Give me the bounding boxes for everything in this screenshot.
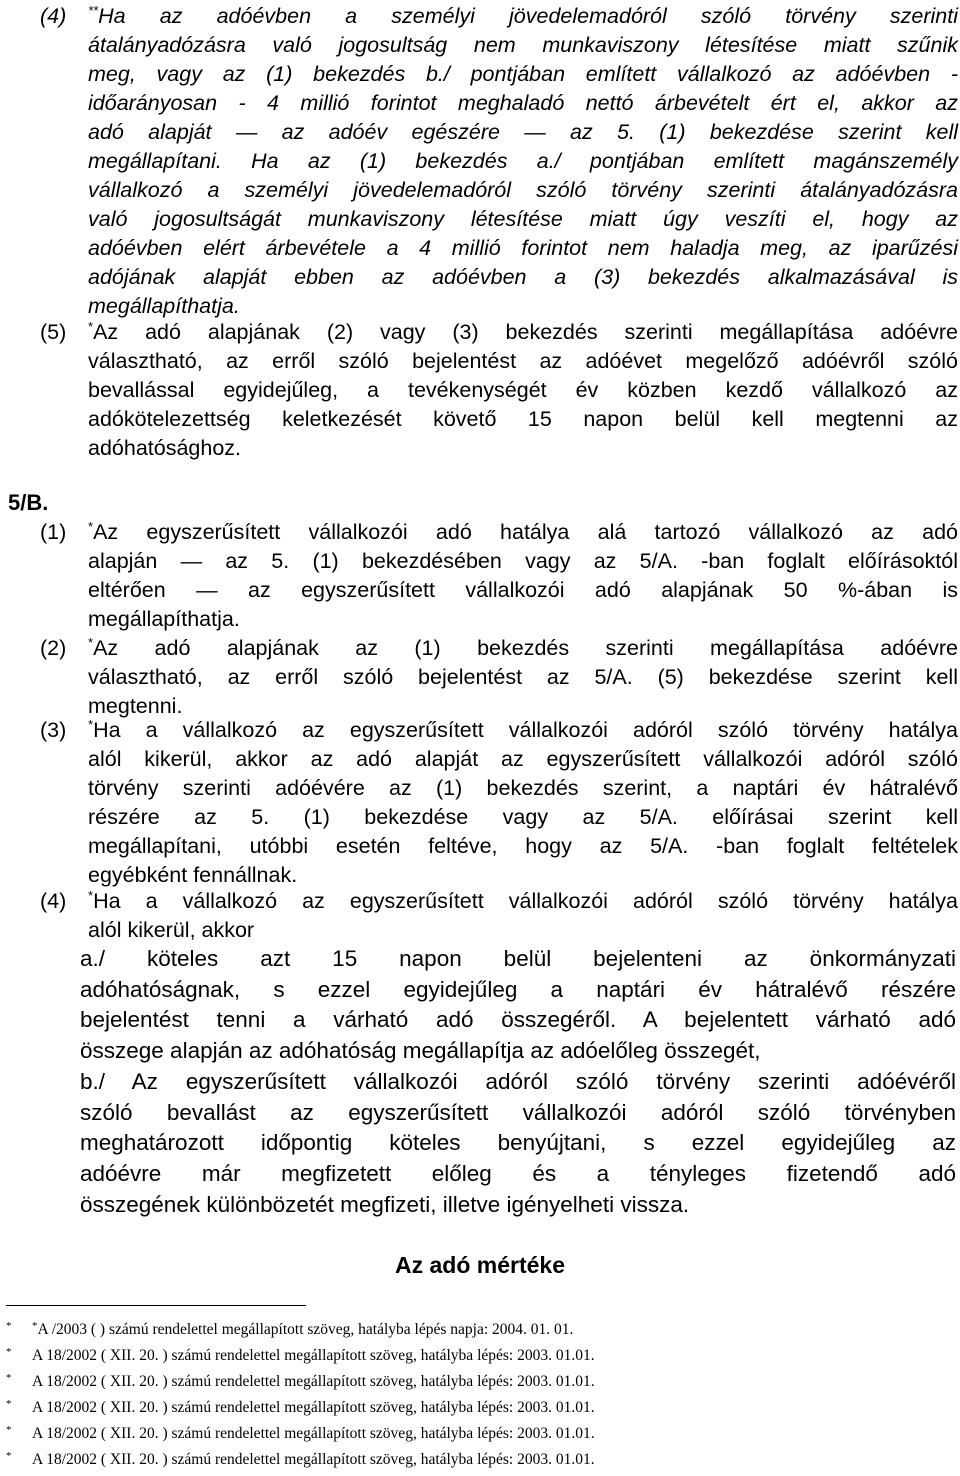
footnote-divider	[6, 1305, 306, 1306]
text-line: adó alapját — az adóév egészére — az 5. (1) bekezdése szerint kell	[88, 120, 958, 144]
text-line: megtenni.	[88, 694, 183, 718]
footnote-text: A 18/2002 ( XII. 20. ) számú rendelettel megállapított szöveg, hatályba lépés: 2003. 01.01.	[32, 1399, 595, 1416]
text-line: megállapítani. Ha az (1) bekezdés a./ pontjában említett magánszemély	[88, 149, 958, 173]
footnote-mark: **	[88, 3, 99, 18]
paragraph-5	[40, 318, 958, 463]
text-line: *Az adó alapjának az (1) bekezdés szerinti megállapítása adóévre	[88, 635, 958, 660]
paragraph-body	[88, 716, 958, 890]
footnote-mark: *	[32, 1320, 38, 1332]
text-line: bevallással egyidejűleg, a tevékenységét év közben kezdő vállalkozó az	[88, 378, 958, 402]
footnote-mark: *	[6, 1346, 12, 1358]
text-line: bejelentést tenni a várható adó összegéről. A bejelentett várható adó	[80, 1007, 956, 1033]
section-5b-paragraph-3	[40, 716, 958, 890]
text-line: *Az adó alapjának (2) vagy (3) bekezdés szerinti megállapítása adóévre	[88, 319, 958, 344]
text-line: adóhatóságnak, s ezzel egyidejűleg a naptári év hátralévő részére	[80, 976, 956, 1002]
text-line: meg, vagy az (1) bekezdés b./ pontjában említett vállalkozó az adóévben -	[88, 62, 958, 86]
text-line: **Ha az adóévben a személyi jövedelemadóról szóló törvény szerinti	[88, 3, 958, 28]
footnote-mark: *	[88, 319, 94, 334]
paragraph-number: (5)	[40, 320, 67, 344]
text-line: alapján — az 5. (1) bekezdésében vagy az 5/A. -ban foglalt előírásoktól	[88, 549, 958, 573]
text-line: egyébként fennállnak.	[88, 863, 298, 887]
footnote-mark: *	[6, 1320, 12, 1332]
footnote-mark: *	[6, 1398, 12, 1410]
text-line: *Az egyszerűsített vállalkozói adó hatálya alá tartozó vállalkozó az adó	[88, 519, 958, 544]
text-line: eltérően — az egyszerűsített vállalkozói adó alapjának 50 %-ában is	[88, 578, 958, 602]
section-5b-paragraph-2	[40, 634, 958, 721]
paragraph-body	[88, 2, 958, 321]
text-line: választható, az erről szóló bejelentést az 5/A. (5) bekezdése szerint kell	[88, 665, 958, 689]
footnote-mark: *	[88, 888, 94, 903]
text-line: való jogosultságát munkaviszony létesítése miatt úgy veszíti el, hogy az	[88, 207, 958, 231]
footnote-mark: *	[88, 519, 94, 534]
text-line: adójának alapját ebben az adóévben a (3) bekezdés alkalmazásával is	[88, 265, 958, 289]
text-line: megállapíthatja.	[88, 294, 240, 318]
text-line: vállalkozó a személyi jövedelemadóról szóló törvény szerinti átalányadózásra	[88, 178, 958, 202]
footnote-text: A 18/2002 ( XII. 20. ) számú rendelettel megállapított szöveg, hatályba lépés: 2003. 01.01.	[32, 1373, 595, 1390]
text-line: b./ Az egyszerűsített vállalkozói adóról szóló törvény szerinti adóévéről	[80, 1069, 956, 1094]
paragraph-number: (1)	[40, 520, 67, 544]
subpoint-a	[80, 944, 956, 1067]
paragraph-body	[88, 634, 958, 721]
text-line: alól kikerül, akkor	[88, 918, 255, 942]
paragraph-body	[88, 518, 958, 634]
text-line: adókötelezettség keletkezését követő 15 napon belül kell megtenni az	[88, 407, 958, 431]
text-line: a./ köteles azt 15 napon belül bejelenteni az önkormányzati	[80, 946, 956, 971]
text-line: választható, az erről szóló bejelentést az adóévet megelőző adóévről szóló	[88, 349, 958, 373]
text-line: összegének különbözetét megfizeti, illetve igényelheti vissza.	[80, 1191, 690, 1217]
footnote-mark: *	[6, 1424, 12, 1436]
text-line: meghatározott időpontig köteles benyújtani, s ezzel egyidejűleg az	[80, 1130, 956, 1156]
paragraph-number: (4)	[40, 4, 67, 28]
footnote-text: A 18/2002 ( XII. 20. ) számú rendelettel megállapított szöveg, hatályba lépés: 2003. 01.01.	[32, 1425, 595, 1442]
footnote-mark: *	[6, 1372, 12, 1384]
subpoint-b	[80, 1067, 956, 1221]
text-line: adóévre már megfizetett előleg és a tényleges fizetendő adó	[80, 1161, 956, 1187]
text-line: megállapítani, utóbbi esetén feltéve, hogy az 5/A. -ban foglalt feltételek	[88, 834, 958, 858]
text-line: megállapíthatja.	[88, 607, 240, 631]
footnote-text: A 18/2002 ( XII. 20. ) számú rendelettel megállapított szöveg, hatályba lépés: 2003. 01.01.	[32, 1451, 595, 1468]
text-line: részére az 5. (1) bekezdése vagy az 5/A. előírásai szerint kell	[88, 805, 958, 829]
text-line: összege alapján az adóhatóság megállapítja az adóelőleg összegét,	[80, 1038, 761, 1064]
text-line: *Ha a vállalkozó az egyszerűsített vállalkozói adóról szóló törvény hatálya	[88, 888, 958, 913]
section-5b-paragraph-4	[40, 887, 958, 945]
section-title: Az adó mértéke	[394, 1252, 565, 1278]
text-line: adóhatósághoz.	[88, 436, 242, 460]
footnote-mark: *	[6, 1450, 12, 1462]
text-line: időarányosan - 4 millió forintot meghaladó nettó árbevételt ért el, akkor az	[88, 91, 958, 115]
footnote-mark: *	[88, 635, 94, 650]
text-line: átalányadózásra való jogosultság nem munkaviszony létesítése miatt szűnik	[88, 33, 958, 57]
section-5b-paragraph-1	[40, 518, 958, 634]
text-line: alól kikerül, akkor az adó alapját az egyszerűsített vállalkozói adóról szóló	[88, 747, 958, 771]
text-line: szóló bevallást az egyszerűsített vállalkozói adóról szóló törvényben	[80, 1099, 956, 1125]
paragraph-4	[40, 2, 958, 321]
footnote-text: A /2003 ( ) számú rendelettel megállapított szöveg, hatályba lépés napja: 2004. 01. 01.	[37, 1321, 574, 1338]
paragraph-number: (4)	[40, 889, 67, 913]
paragraph-body	[88, 887, 958, 945]
text-line: *Ha a vállalkozó az egyszerűsített vállalkozói adóról szóló törvény hatálya	[88, 717, 958, 742]
text-line: adóévben elért árbevétele a 4 millió forintot nem haladja meg, az iparűzési	[88, 236, 958, 260]
text-line: törvény szerinti adóévére az (1) bekezdés szerint, a naptári év hátralévő	[88, 776, 958, 800]
paragraph-number: (2)	[40, 636, 67, 660]
section-heading: 5/B.	[8, 490, 49, 515]
paragraph-body	[88, 318, 958, 463]
footnote-mark: *	[88, 717, 94, 732]
footnote-text: A 18/2002 ( XII. 20. ) számú rendelettel megállapított szöveg, hatályba lépés: 2003. 01.01.	[32, 1347, 595, 1364]
paragraph-number: (3)	[40, 718, 67, 742]
